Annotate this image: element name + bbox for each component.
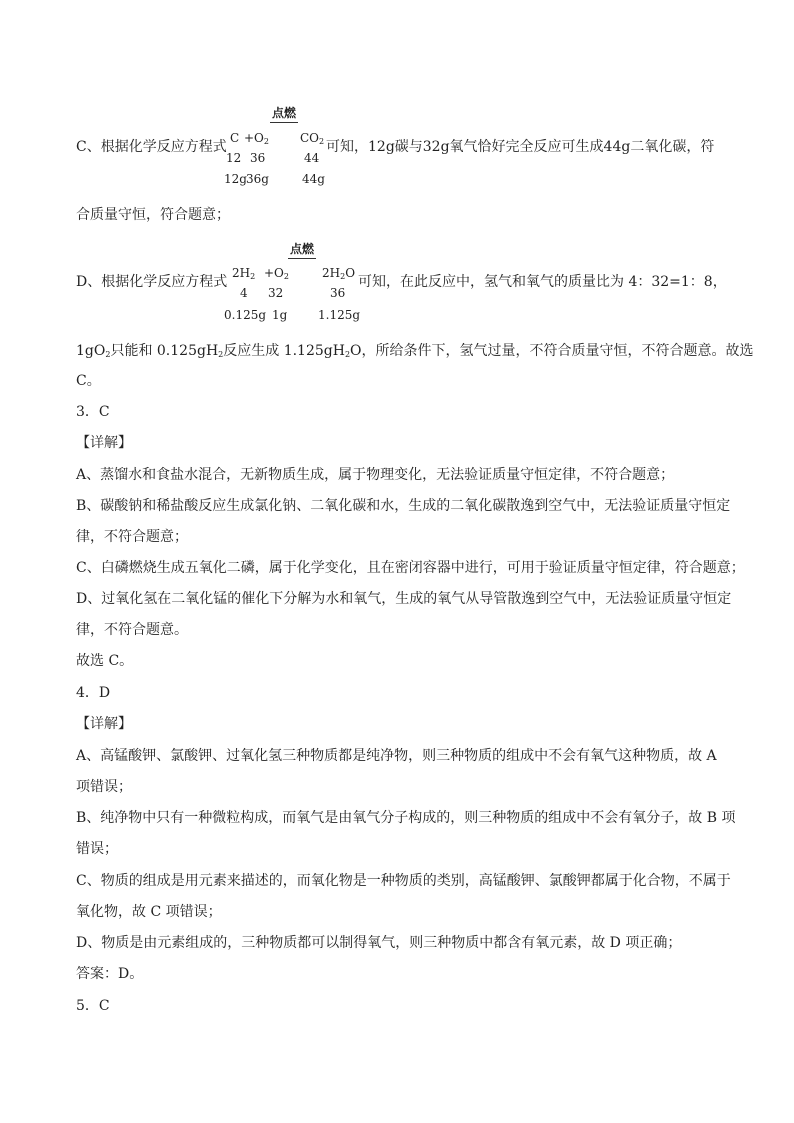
item-c-intro: C、根据化学反应方程式	[76, 139, 227, 155]
eq-c-relmass-1: 12	[226, 151, 242, 165]
eq-d-actmass-2: 1g	[272, 308, 288, 322]
eq-d-product: $2H_2O$	[322, 266, 356, 281]
q4-line-5: C、物质的组成是用元素来描述的，而氧化物是一种物质的类别，高锰酸钾、氯酸钾都属于化合物，不属于	[76, 873, 731, 889]
q3-heading: 【详解】	[76, 435, 132, 451]
eq-d-reactant1: $2H_2$	[232, 266, 256, 281]
q3-answer: 3．C	[76, 404, 110, 420]
eq-c-actmass-1: 12g	[224, 172, 247, 186]
eq-d-reactant2: $+O_2$	[264, 266, 289, 281]
item-d-line2: $1gO_2$只能和 $0.125gH_2$反应生成 $1.125gH_2O$，所给条件下，氢气过量，不符合质量守恒，不符合题意。故选	[76, 343, 754, 359]
item-c-continuation: 合质量守恒，符合题意；	[76, 207, 230, 223]
reaction-condition-d: 点燃	[290, 242, 315, 256]
item-d-line3: C。	[76, 373, 101, 389]
q4-answer: 4．D	[76, 685, 111, 701]
eq-d-actmass-3: 1.125g	[318, 308, 361, 322]
eq-d-relmass-2: 32	[268, 286, 284, 300]
q4-line-2: 项错误；	[76, 779, 132, 795]
eq-c-product: $CO_2$	[300, 131, 325, 146]
q4-line-4: 错误；	[76, 841, 118, 857]
eq-d-relmass-3: 36	[330, 286, 346, 300]
item-c-text-after: 可知，12g碳与32g氧气恰好完全反应可生成44g二氧化碳，符	[326, 139, 715, 155]
q4-line-7: D、物质是由元素组成的，三种物质都可以制得氧气，则三种物质中都含有氧元素，故 D 项正确；	[76, 935, 682, 951]
eq-c-relmass-3: 44	[304, 151, 320, 165]
eq-c-relmass-2: 36	[250, 151, 266, 165]
q3-line-2: B、碳酸钠和稀盐酸反应生成氯化钠、二氧化碳和水，生成的二氧化碳散逸到空气中，无法验证质量守恒定	[76, 498, 731, 514]
eq-c-reactant2: $+O_2$	[244, 131, 269, 146]
eq-c-actmass-3: 44g	[302, 172, 325, 186]
q3-line-4: C、白磷燃烧生成五氧化二磷，属于化学变化，且在密闭容器中进行，可用于验证质量守恒定律，符合题意；	[76, 560, 745, 576]
q5-answer: 5．C	[76, 998, 110, 1014]
item-d-text-after: 可知，在此反应中，氢气和氧气的质量比为 4：32=1：8，	[358, 274, 727, 290]
q3-line-3: 律，不符合题意；	[76, 529, 188, 545]
q3-line-6: 律，不符合题意。	[76, 622, 188, 638]
reaction-condition-c: 点燃	[272, 106, 297, 120]
q3-line-5: D、过氧化氢在二氧化锰的催化下分解为水和氧气，生成的氧气从导管散逸到空气中，无法验证质量守恒定	[76, 591, 732, 607]
eq-d-relmass-1: 4	[240, 286, 248, 300]
q4-line-6: 氧化物，故 C 项错误；	[76, 904, 222, 920]
q4-line-8: 答案：D。	[76, 966, 144, 982]
q4-line-1: A、高锰酸钾、氯酸钾、过氧化氢三种物质都是纯净物，则三种物质的组成中不会有氧气这种物质，故 A	[76, 748, 717, 764]
item-d-intro: D、根据化学反应方程式	[76, 274, 228, 290]
eq-c-actmass-2: 36g	[246, 172, 269, 186]
q3-line-1: A、蒸馏水和食盐水混合，无新物质生成，属于物理变化，无法验证质量守恒定律，不符合题意；	[76, 467, 675, 483]
q4-line-3: B、纯净物中只有一种微粒构成，而氧气是由氧气分子构成的，则三种物质的组成中不会有氧分子，故 B 项	[76, 810, 736, 826]
eq-d-actmass-1: 0.125g	[224, 308, 267, 322]
q4-heading: 【详解】	[76, 716, 132, 732]
q3-line-7: 故选 C。	[76, 653, 134, 669]
eq-c-reactant1: C	[230, 131, 240, 145]
